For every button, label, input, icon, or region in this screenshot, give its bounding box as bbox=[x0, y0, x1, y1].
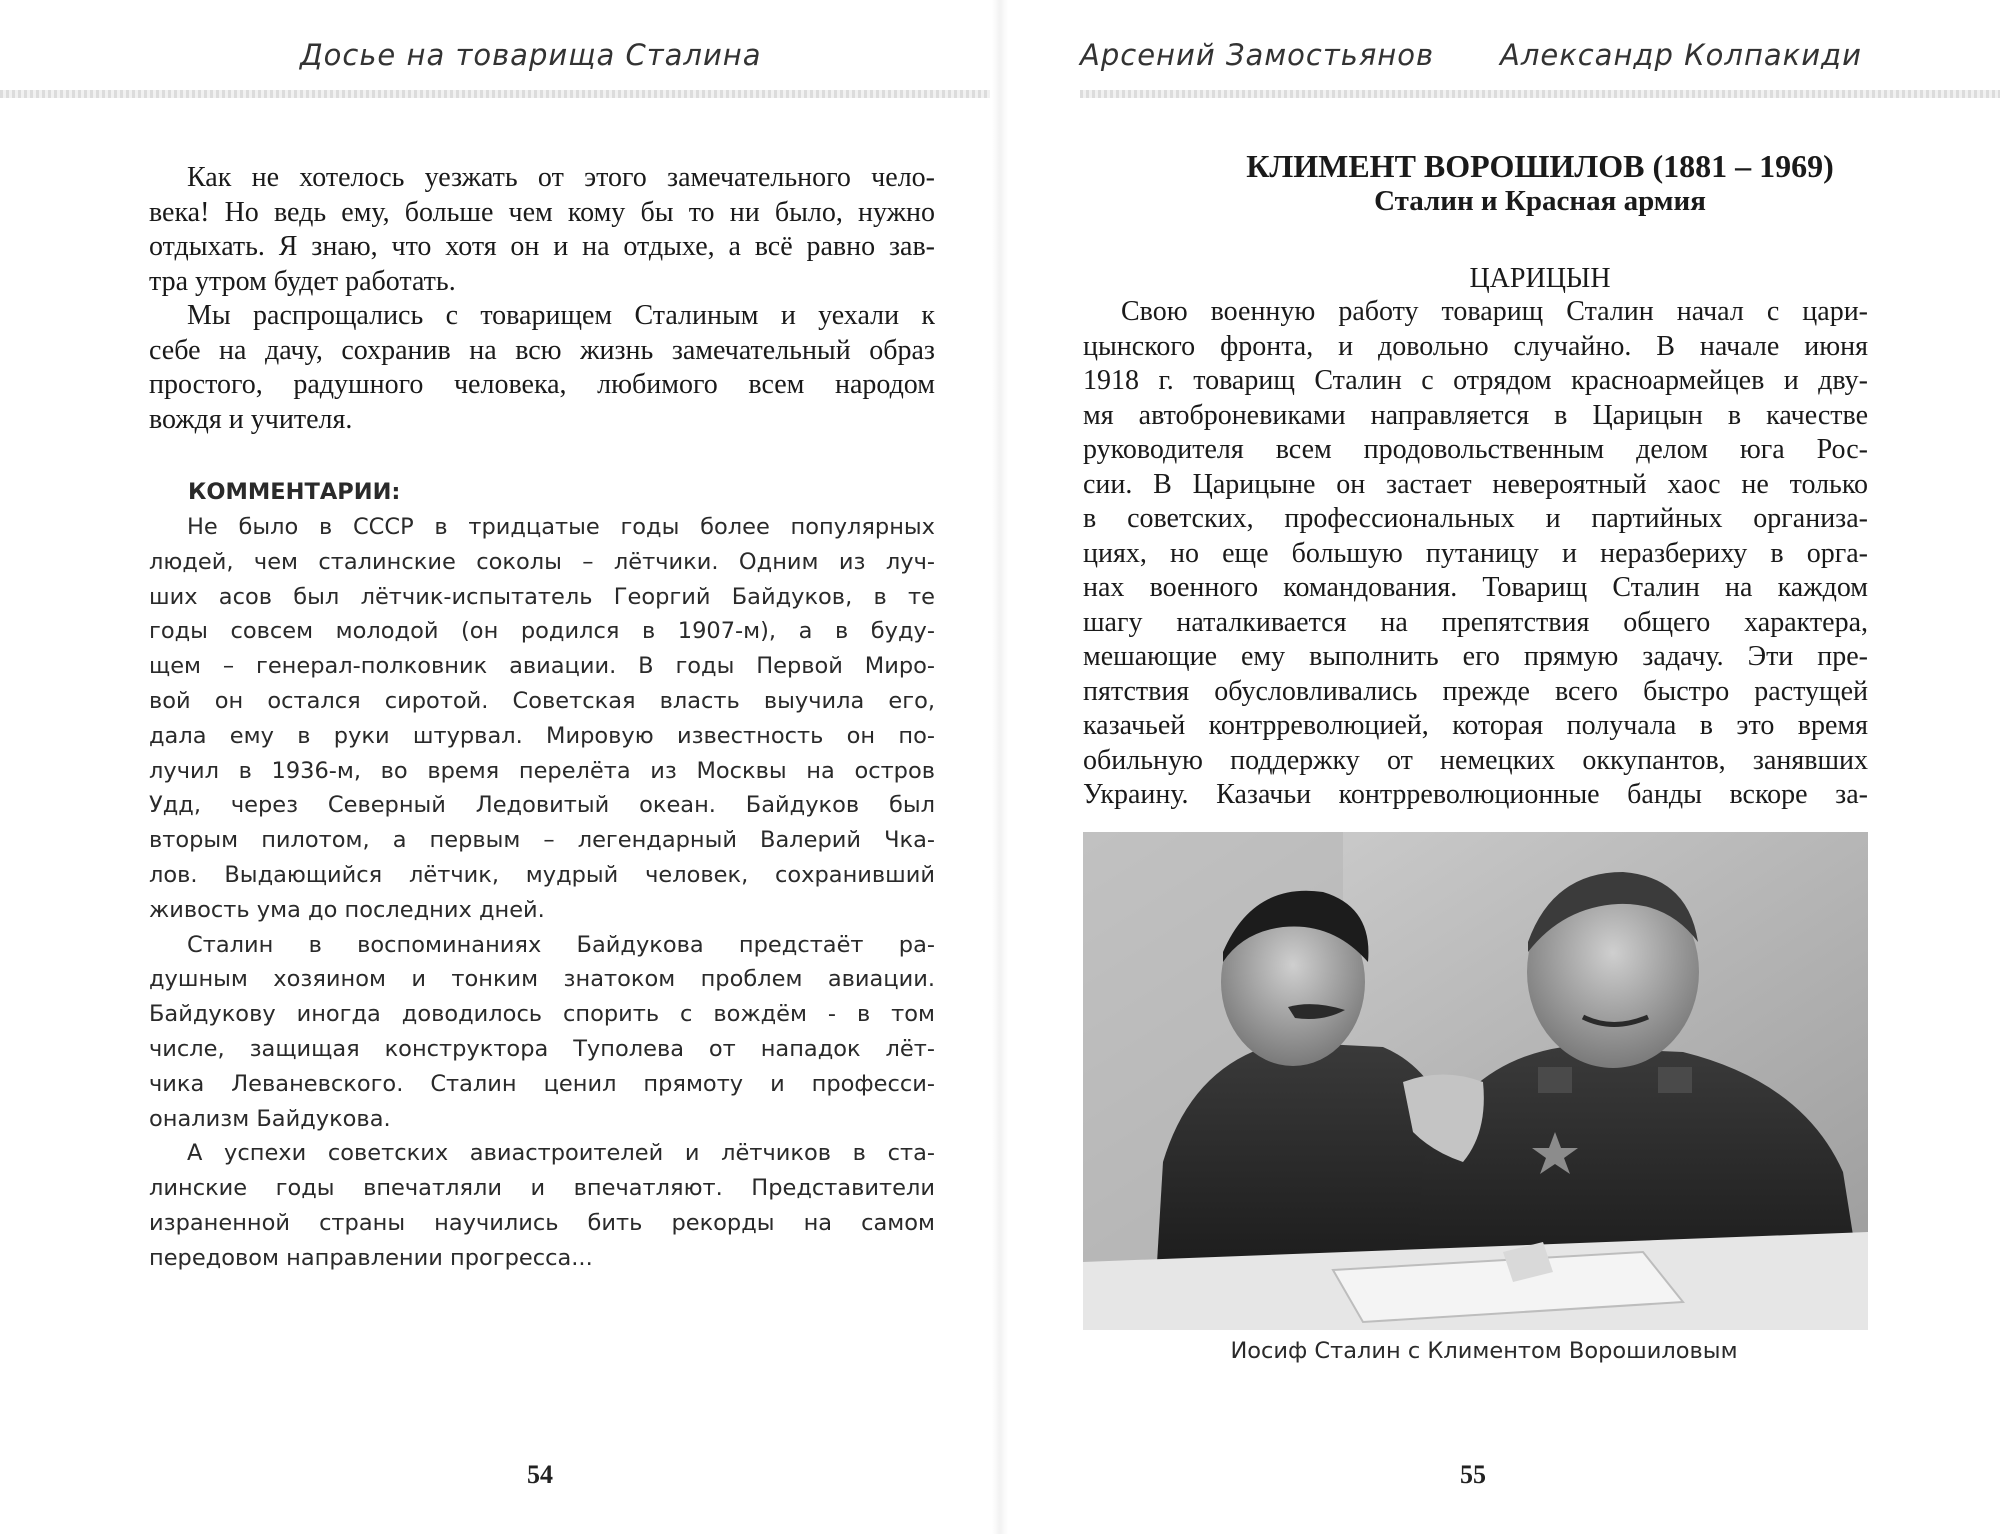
chapter-body bbox=[1083, 295, 1868, 813]
comment-line: Сталин в воспоминаниях Байдукова предстаёт ра- bbox=[187, 931, 935, 958]
comments-text bbox=[149, 510, 935, 1276]
section-title: ЦАРИЦЫН bbox=[1469, 263, 1611, 294]
comment-line: лов. Выдающийся лётчик, мудрый человек, сохранивший bbox=[149, 861, 935, 888]
page-number-right: 55 bbox=[1460, 1460, 1486, 1489]
page-number-left: 54 bbox=[527, 1460, 553, 1489]
body-line: мешающие ему выполнить его прямую задачу. Эти пре- bbox=[1083, 641, 1868, 672]
chapter-title: КЛИМЕНТ ВОРОШИЛОВ (1881 – 1969) bbox=[1246, 148, 1834, 184]
memoir-line: Как не хотелось уезжать от этого замечательного чело- bbox=[187, 162, 935, 193]
comment-line: щем – генерал-полковник авиации. В годы Первой Миро- bbox=[149, 653, 935, 680]
comment-line: Байдукову иногда доводилось спорить с вождём - в том bbox=[149, 1001, 935, 1028]
comments-heading: КОММЕНТАРИИ: bbox=[188, 479, 401, 505]
memoir-line: себе на дачу, сохранив на всю жизнь замечательный образ bbox=[149, 334, 935, 366]
comment-line: А успехи советских авиастроителей и лётчиков в ста- bbox=[187, 1140, 935, 1167]
comment-line: вой он остался сиротой. Советская власть выучила его, bbox=[149, 687, 935, 714]
comment-line: живость ума до последних дней. bbox=[149, 896, 545, 923]
body-line: 1918 г. товарищ Сталин с отрядом красноармейцев и дву- bbox=[1083, 365, 1868, 396]
comment-line: душным хозяином и тонким знатоком проблем авиации. bbox=[149, 966, 935, 993]
comment-line: людей, чем сталинские соколы – лётчики. Одним из луч- bbox=[149, 548, 935, 575]
comment-line: дала ему в руки штурвал. Мировую известность он по- bbox=[149, 722, 935, 749]
body-line: цынского фронта, и довольно случайно. В начале июня bbox=[1083, 330, 1868, 362]
comment-line: чика Леваневского. Сталин ценил прямоту и професси- bbox=[149, 1070, 935, 1097]
comment-line: вторым пилотом, а первым – легендарный Валерий Чка- bbox=[149, 827, 935, 854]
memoir-excerpt bbox=[149, 161, 935, 437]
header-rule-left bbox=[0, 90, 990, 98]
body-line: Украину. Казачьи контрреволюционные банды вскоре за- bbox=[1083, 779, 1868, 810]
body-line: нах военного командования. Товарищ Сталин на каждом bbox=[1083, 572, 1868, 603]
body-line: циях, но еще большую путаницу и неразбериху в орга- bbox=[1083, 537, 1868, 569]
body-line: руководителя всем продовольственным делом юга Рос- bbox=[1083, 434, 1868, 465]
body-line: шагу наталкивается на препятствия общего характера, bbox=[1083, 606, 1868, 638]
running-head-author-1: Арсений Замостьянов bbox=[1080, 38, 1435, 72]
body-line: пятствия обусловливались прежде всего быстро растущей bbox=[1083, 675, 1868, 707]
body-line: сии. В Царицыне он застает невероятный хаос не только bbox=[1083, 468, 1868, 500]
body-line: в советских, профессиональных и партийных организа- bbox=[1083, 503, 1868, 534]
body-line: мя автоброневиками направляется в Царицын в качестве bbox=[1083, 399, 1868, 431]
comment-line: израненной страны научились бить рекорды на самом bbox=[149, 1209, 935, 1236]
photo-caption: Иосиф Сталин с Климентом Ворошиловым bbox=[1230, 1338, 1738, 1364]
running-head-left: Досье на товарища Сталина bbox=[300, 38, 762, 72]
memoir-line: века! Но ведь ему, больше чем кому бы то ни было, нужно bbox=[149, 196, 935, 228]
comment-line: годы совсем молодой (он родился в 1907-м), а в буду- bbox=[149, 618, 935, 645]
header-rule-right bbox=[1080, 90, 2000, 98]
comment-line: ших асов был лётчик-испытатель Георгий Байдуков, в те bbox=[149, 583, 935, 610]
running-head-author-2: Александр Колпакиди bbox=[1500, 38, 1862, 72]
comment-line: линские годы впечатляли и впечатляют. Представители bbox=[149, 1175, 935, 1202]
memoir-line: простого, радушного человека, любимого всем народом bbox=[149, 369, 935, 400]
comment-line: числе, защищая конструктора Туполева от нападок лёт- bbox=[149, 1035, 935, 1062]
chapter-subtitle: Сталин и Красная армия bbox=[1374, 185, 1706, 217]
comment-line: Удд, через Северный Ледовитый океан. Байдуков был bbox=[149, 792, 935, 819]
memoir-line: вождя и учителя. bbox=[149, 403, 353, 435]
comment-line: онализм Байдукова. bbox=[149, 1105, 391, 1132]
memoir-line: Мы распрощались с товарищем Сталиным и уехали к bbox=[187, 300, 935, 331]
body-line: Свою военную работу товарищ Сталин начал с цари- bbox=[1121, 296, 1868, 327]
photo-illustration bbox=[1083, 832, 1868, 1330]
comment-line: лучил в 1936-м, во время перелёта из Москвы на остров bbox=[149, 757, 935, 784]
photo-stalin-voroshilov bbox=[1083, 832, 1868, 1330]
body-line: казачьей контрреволюцией, которая получала в это время bbox=[1083, 710, 1868, 741]
comment-line: передовом направлении прогресса... bbox=[149, 1244, 593, 1271]
memoir-line: тра утром будет работать. bbox=[149, 265, 456, 297]
comment-line: Не было в СССР в тридцатые годы более популярных bbox=[187, 514, 935, 540]
memoir-line: отдыхать. Я знаю, что хотя он и на отдыхе, а всё равно зав- bbox=[149, 231, 935, 262]
body-line: обильную поддержку от немецких оккупантов, занявших bbox=[1083, 744, 1868, 776]
